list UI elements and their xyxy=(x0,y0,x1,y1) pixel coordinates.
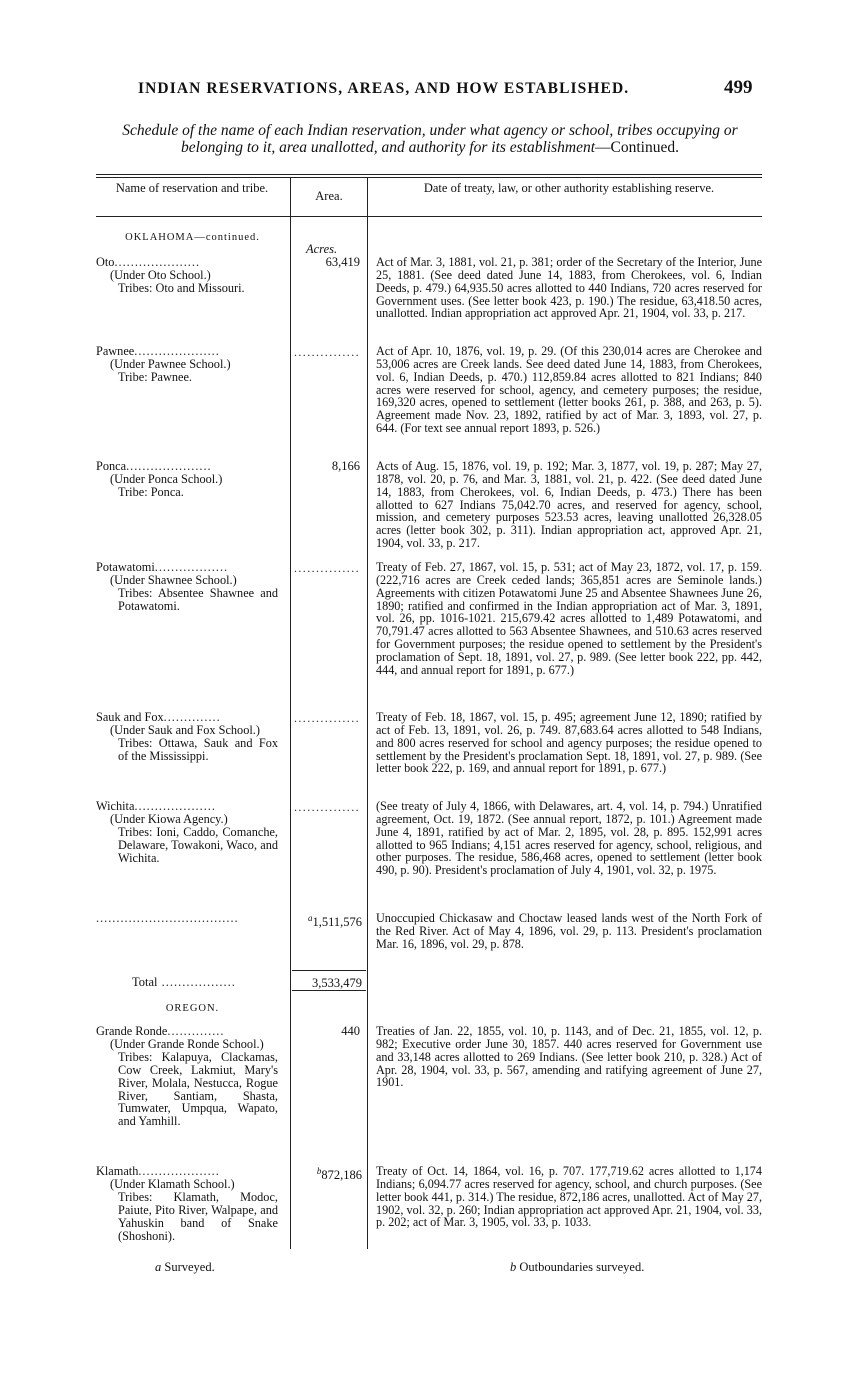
table-top-rule-inner xyxy=(96,177,762,178)
reservation-sauk-and-fox xyxy=(96,711,289,763)
reservation-wichita xyxy=(96,800,289,865)
authority-text: Treaties of Jan. 22, 1855, vol. 10, p. 1143, and of Dec. 21, 1855, vol. 12, p. 982; Executive order June 30, 1857. 440 acres reserved for Government use and 33,148 acres allotted to 269 Indians. (See letter book 210, p. 328.) Act of Apr. 28, 1904, vol. 33, p. 567, amending and ratifying agreement of June 27, 1901. xyxy=(376,1024,762,1090)
footnote-b xyxy=(510,1260,644,1275)
reservation-ponca xyxy=(96,460,289,499)
area-number: 1,511,576 xyxy=(312,915,362,930)
caption-continued: —Continued. xyxy=(595,139,679,156)
reservation-name: Oto xyxy=(96,255,115,269)
leader-dots: .............. xyxy=(163,710,221,724)
area-leader-dots: ............... xyxy=(294,800,360,814)
area-number: 872,186 xyxy=(321,1168,362,1183)
tribes: Tribe: Ponca. xyxy=(118,484,184,499)
reservation-name: Grande Ronde xyxy=(96,1024,168,1038)
reservation-name: Sauk and Fox xyxy=(96,710,164,724)
footnote-a xyxy=(155,1260,215,1275)
page-number: 499 xyxy=(724,77,753,98)
running-title: INDIAN RESERVATIONS, AREAS, AND HOW ESTABLISHED. xyxy=(138,80,630,97)
reservation-name: Klamath xyxy=(96,1164,139,1178)
agency: (Under Oto School.) xyxy=(110,267,211,282)
total-label xyxy=(132,975,236,990)
caption-italic: Schedule of the name of each Indian reservation, under what agency or school, tribes occupying or belonging to it, area unallotted, and authority for its establishment xyxy=(122,122,738,156)
tribes: Tribes: Kalapuya, Clackamas, Cow Creek, Lakmiut, Mary's River, Molala, Nestucca, Rogue River, Santiam, Shasta, Tumwater, Umpqua, Wapato, and Yamhill. xyxy=(118,1049,278,1129)
header-bottom-rule xyxy=(96,216,762,217)
tribes: Tribes: Ottawa, Sauk and Fox of the Mississippi. xyxy=(118,735,278,763)
tribes: Tribes: Oto and Missouri. xyxy=(118,280,245,295)
authority-text: (See treaty of July 4, 1866, with Delawares, art. 4, vol. 14, p. 794.) Unratified agreement, Oct. 19, 1872. (See annual report, 1872, p. 101.) Agreement made June 4, 1891, ratified by act of Mar. 2, 1895, vol. 28, p. 895. 152,991 acres allotted to 965 Indians; 4,151 acres reserved for agency, school, religious, and other purposes. The residue, 586,468 acres, opened to settlement (letter book 490, p. 90). President's proclamation of July 4, 1901, vol. 32, p. 1975. xyxy=(376,799,762,878)
reservation-pawnee xyxy=(96,345,289,384)
area-leader-dots: ............... xyxy=(294,345,360,359)
leader-dots: .................... xyxy=(134,799,216,813)
agency: (Under Sauk and Fox School.) xyxy=(110,722,260,737)
total-value: 3,533,479 xyxy=(312,976,362,990)
table-top-rule xyxy=(96,174,762,175)
reservation-potawatomi xyxy=(96,561,289,613)
area-value: 8,166 xyxy=(331,459,360,473)
agency: (Under Kiowa Agency.) xyxy=(110,811,228,826)
footnote-mark-a: a xyxy=(307,913,313,923)
authority-text: Treaty of Oct. 14, 1864, vol. 16, p. 707. 177,719.62 acres allotted to 1,174 Indians; 6,094.77 acres reserved for agency, school, and church purposes. (See letter book 441, p. 314.) The residue, 872,186 acres, unallotted. Act of May 27, 1902, vol. 32, p. 260; Indian appropriation act approved Apr. 21, 1904, vol. 33, p. 202; act of Mar. 3, 1905, vol. 33, p. 1033. xyxy=(376,1164,762,1230)
footnote-b-text: Outboundaries surveyed. xyxy=(519,1260,645,1274)
section-heading-oregon: OREGON. xyxy=(165,1003,220,1014)
tribes: Tribes: Klamath, Modoc, Paiute, Pito River, Walpape, and Yahuskin band of Snake (Shoshoni). xyxy=(118,1189,278,1243)
total-top-rule xyxy=(292,970,366,971)
leader-dots: ..................... xyxy=(134,344,220,358)
agency: (Under Klamath School.) xyxy=(110,1176,235,1191)
area-value: 440 xyxy=(341,1024,360,1038)
reservation-unnamed xyxy=(96,912,289,925)
reservation-klamath xyxy=(96,1165,289,1242)
leader-dots: .................. xyxy=(154,560,229,574)
reservation-name: Pawnee xyxy=(96,344,135,358)
agency: (Under Shawnee School.) xyxy=(110,572,237,587)
tribes: Tribe: Pawnee. xyxy=(118,369,193,384)
area-value: 63,419 xyxy=(325,255,360,269)
reservation-grande-ronde xyxy=(96,1025,289,1128)
tribes: Tribes: Absentee Shawnee and Potawatomi. xyxy=(118,585,278,613)
reservation-oto xyxy=(96,256,289,295)
authority-text: Acts of Aug. 15, 1876, vol. 19, p. 192; Mar. 3, 1877, vol. 19, p. 287; May 27, 1878, vol. 20, p. 76, and Mar. 3, 1881, vol. 21, p. 422. (See deed dated June 14, 1883, from Cherokees, vol. 6, Indian Deeds, p. 473.) There has been allotted to 627 Indians 75,042.70 acres, and reserved for agency, school, mission, and cemetery purposes 523.53 acres, leaving unallotted 26,328.05 acres (letter book 302, p. 311). Indian appropriation act, approved Apr. 21, 1904, vol. 33, p. 217. xyxy=(376,459,762,551)
leader-dots: ................................... xyxy=(96,911,239,925)
leader-dots: .............. xyxy=(167,1024,225,1038)
agency: (Under Grande Ronde School.) xyxy=(110,1036,264,1051)
agency: (Under Ponca School.) xyxy=(110,471,223,486)
area-value xyxy=(290,1165,362,1182)
total-text: Total xyxy=(132,975,158,989)
tribes: Tribes: Ioni, Caddo, Comanche, Delaware, Towakoni, Waco, and Wichita. xyxy=(118,824,278,865)
leader-dots: ..................... xyxy=(114,255,201,269)
reservation-name: Ponca xyxy=(96,459,127,473)
column-divider-right xyxy=(367,177,368,1249)
authority-text: Act of Apr. 10, 1876, vol. 19, p. 29. (Of this 230,014 acres are Cherokee and 53,006 acres are Creek lands. See deed dated June 14, 1883, from Cherokees, vol. 6, Indian Deeds, p. 470.) 112,859.84 acres allotted to 821 Indians; 840 acres were reserved for school, agency, and cemetery purposes; the residue, 169,320 acres, opened to settlement (letter books 261, p. 388, and 263, p. 5). Agreement made Nov. 23, 1892, ratified by act of Mar. 3, 1893, vol. 27, p. 644. (For text see annual report 1893, p. 526.) xyxy=(376,344,762,436)
column-divider-left xyxy=(290,177,291,1249)
column-header-name: Name of reservation and tribe. xyxy=(115,181,269,195)
reservation-name: Wichita xyxy=(96,799,135,813)
footnote-b-mark: b xyxy=(510,1260,517,1274)
table-caption xyxy=(90,122,770,156)
authority-text: Treaty of Feb. 18, 1867, vol. 15, p. 495; agreement June 12, 1890; ratified by act of Feb. 13, 1891, vol. 26, p. 749. 87,683.64 acres allotted to 548 Indians, and 800 acres reserved for school and agency purposes; the residue opened to settlement by the President's proclamation Sept. 18, 1891, vol. 27, p. 989. (See letter book 222, p. 169, and annual report for 1891, p. 677.) xyxy=(376,710,762,776)
footnote-a-mark: a xyxy=(155,1260,162,1274)
area-leader-dots: ............... xyxy=(294,561,360,575)
leader-dots: ..................... xyxy=(126,459,212,473)
authority-text: Unoccupied Chickasaw and Choctaw leased lands west of the North Fork of the Red River. Act of May 4, 1896, vol. 29, p. 113. President's proclamation Mar. 16, 1896, vol. 29, p. 878. xyxy=(376,911,762,951)
column-header-area: Area. xyxy=(315,189,343,203)
leader-dots: .................... xyxy=(138,1164,220,1178)
section-heading-oklahoma: OKLAHOMA—continued. xyxy=(125,232,260,243)
area-value xyxy=(290,912,362,929)
footnote-mark-b: b xyxy=(316,1166,322,1176)
reservation-name: Potawatomi xyxy=(96,560,155,574)
footnote-a-text: Surveyed. xyxy=(164,1260,215,1274)
authority-text: Act of Mar. 3, 1881, vol. 21, p. 381; order of the Secretary of the Interior, June 25, 1881. (See deed dated June 14, 1883, from Cherokees, vol. 6, Indian Deeds, p. 479.) 64,935.50 acres allotted to 440 Indians, 720 acres reserved for Government uses. (See letter book 423, p. 190.) The residue, 63,418.50 acres, unallotted. Indian appropriation act approved Apr. 21, 1904, vol. 33, p. 217. xyxy=(376,255,762,321)
authority-text: Treaty of Feb. 27, 1867, vol. 15, p. 531; act of May 23, 1872, vol. 17, p. 159. (222,716 acres are Creek ceded lands; 365,851 acres are Seminole lands.) Agreements with citizen Potawatomi June 25 and Absentee Shawnees June 26, 1890; ratified and confirmed in the Indian appropriation act of Mar. 3, 1891, vol. 26, pp. 1016-1021. 215,679.42 acres allotted to 1,489 Potawatomi, and 70,791.47 acres allotted to 563 Absentee Shawnees, and 510.63 acres reserved for Government purposes; the residue opened to settlement by the President's proclamation of Sept. 18, 1891, vol. 27, p. 989. (See letter book 222, pp. 442, 444, and annual report for 1891, p. 677.) xyxy=(376,560,762,677)
area-unit: Acres. xyxy=(306,242,338,256)
column-header-authority: Date of treaty, law, or other authority establishing reserve. xyxy=(423,181,715,195)
area-leader-dots: ............... xyxy=(294,711,360,725)
agency: (Under Pawnee School.) xyxy=(110,356,231,371)
leader-dots: .................. xyxy=(157,975,236,989)
